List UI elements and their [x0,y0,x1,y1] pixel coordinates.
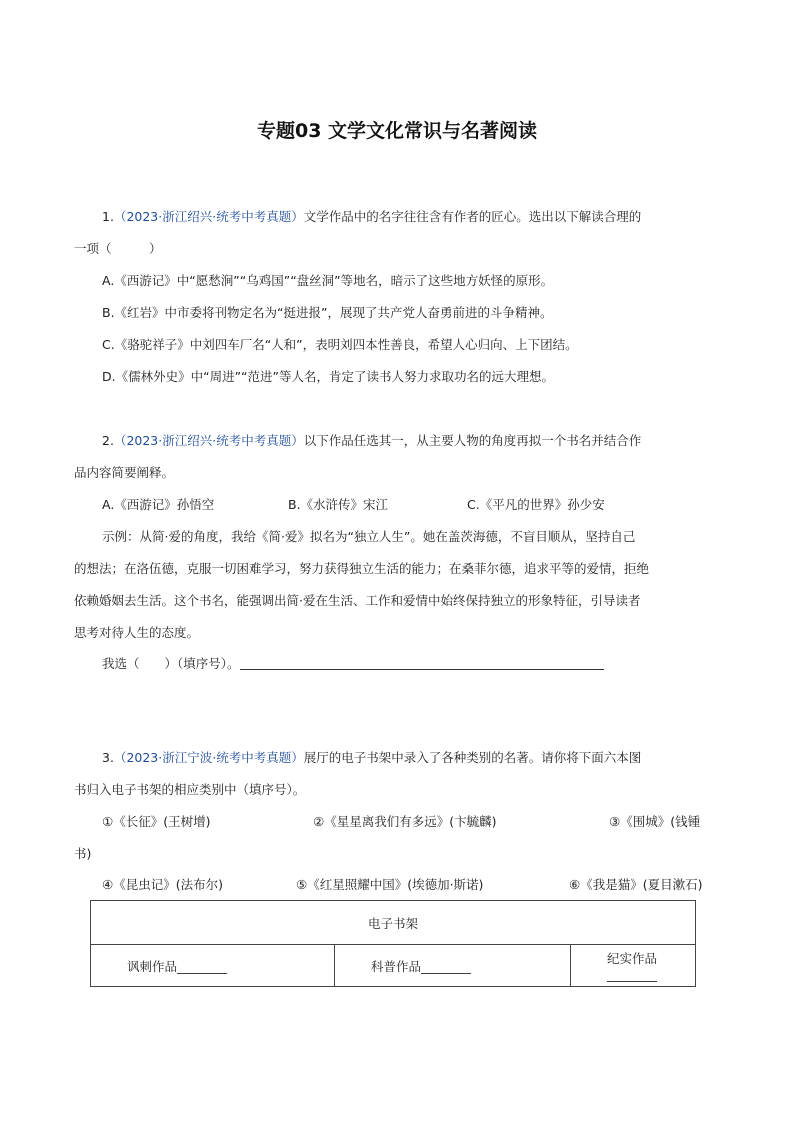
q1-option-c: C.《骆驼祥子》中刘四车厂名“人和”，表明刘四本性善良，希望人心归向、上下团结。 [102,337,578,352]
q1-option-a: A.《西游记》中“愿愁涧”“乌鸡国”“盘丝洞”等地名，暗示了这些地方妖怪的原形。 [102,273,554,288]
q3-book-5: ⑤《红星照耀中国》(埃德加·斯诺) [296,877,484,892]
e-bookshelf-table [90,900,696,987]
q1-source: （2023·浙江绍兴·统考中考真题） [113,209,304,224]
category-documentary[interactable]: 纪实作品________ [571,945,696,987]
q3-book-4: ④《昆虫记》(法布尔) [102,877,223,892]
q3-stem-line2: 书归入电子书架的相应类别中（填序号）。 [74,782,306,797]
page-title: 专题03 文学文化常识与名著阅读 [256,120,538,142]
q2-example-line2: 的想法；在洛伍德，克服一切困难学习，努力获得独立生活的能力；在桑菲尔德，追求平等的爱情，拒绝 [74,561,650,576]
q2-example-line3: 依赖婚姻去生活。这个书名，能强调出简·爱在生活、工作和爱情中始终保持独立的形象特征，引导读者 [74,593,641,608]
category-popular-science[interactable]: 科普作品________ [335,945,571,987]
q3-number: 3. [102,750,114,765]
q3-book-6: ⑥《我是猫》(夏目漱石) [569,877,703,892]
q1-stem-line2: 一项（ ） [74,241,162,256]
q3-book-3: ③《围城》(钱锺 [609,814,701,829]
q2-stem-line2: 品内容简要阐释。 [74,465,175,480]
q2-answer-prompt: 我选（ ）（填序号）。 [102,656,240,671]
q3-source: （2023·浙江宁波·统考中考真题） [113,750,304,765]
q3-book-2: ②《星星离我们有多远》(卞毓麟) [313,814,497,829]
q3-stem-line1 [102,749,641,767]
q1-stem-line1 [102,208,641,226]
category-satire[interactable]: 讽刺作品________ [91,945,335,987]
q2-stem-line1 [102,432,641,450]
q2-option-b: B.《水浒传》宋江 [288,497,389,512]
q2-answer-line [102,655,604,673]
q2-option-c: C.《平凡的世界》孙少安 [467,497,605,512]
q1-number: 1. [102,209,114,224]
q1-option-b: B.《红岩》中市委将刊物定名为“挺进报”，展现了共产党人奋勇前进的斗争精神。 [102,305,553,320]
q2-source: （2023·浙江绍兴·统考中考真题） [113,433,304,448]
e-bookshelf-header: 电子书架 [91,901,696,945]
q1-option-d: D.《儒林外史》中“周进”“范进”等人名，肯定了读书人努力求取功名的远大理想。 [102,369,555,384]
q3-book-1: ①《长征》(王树增) [102,814,211,829]
q2-number: 2. [102,433,114,448]
q2-answer-blank[interactable] [240,656,604,670]
q1-stem-text: 文学作品中的名字往往含有作者的匠心。选出以下解读合理的 [303,209,642,224]
q2-option-a: A.《西游记》孙悟空 [102,497,215,512]
q3-book-3-cont: 书) [74,846,92,861]
q2-example-line4: 思考对待人生的态度。 [74,625,200,640]
q2-example-line1: 示例：从简·爱的角度，我给《简·爱》拟名为“独立人生”。她在盖茨海德，不盲目顺从，坚持自己 [102,529,636,544]
q2-stem-text: 以下作品任选其一，从主要人物的角度再拟一个书名并结合作 [303,433,642,448]
q3-stem-text: 展厅的电子书架中录入了各种类别的名著。请你将下面六本图 [303,750,642,765]
